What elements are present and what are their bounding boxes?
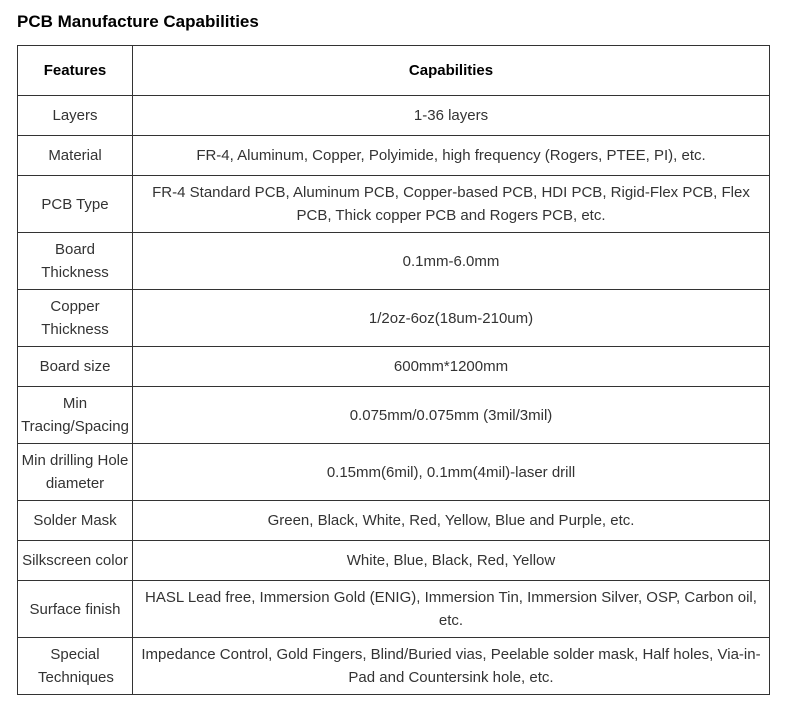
- feature-cell: Surface finish: [18, 581, 133, 638]
- table-row: [18, 176, 770, 233]
- capability-cell: FR-4, Aluminum, Copper, Polyimide, high frequency (Rogers, PTEE, PI), etc.: [133, 136, 770, 176]
- table-row: [18, 501, 770, 541]
- capability-cell: 0.15mm(6mil), 0.1mm(4mil)-laser drill: [133, 444, 770, 501]
- table-row: [18, 233, 770, 290]
- table-row: [18, 347, 770, 387]
- capability-cell: 0.075mm/0.075mm (3mil/3mil): [133, 387, 770, 444]
- table-row: [18, 541, 770, 581]
- feature-cell: PCB Type: [18, 176, 133, 233]
- table-row: [18, 136, 770, 176]
- page-title: PCB Manufacture Capabilities: [17, 12, 259, 31]
- feature-cell: Min drilling Hole diameter: [18, 444, 133, 501]
- feature-cell: Material: [18, 136, 133, 176]
- feature-cell: Special Techniques: [18, 638, 133, 695]
- feature-cell: Solder Mask: [18, 501, 133, 541]
- capability-cell: 600mm*1200mm: [133, 347, 770, 387]
- feature-cell: Copper Thickness: [18, 290, 133, 347]
- table-row: [18, 290, 770, 347]
- header-capabilities: Capabilities: [133, 46, 770, 96]
- header-features: Features: [18, 46, 133, 96]
- capability-cell: 0.1mm-6.0mm: [133, 233, 770, 290]
- capability-cell: HASL Lead free, Immersion Gold (ENIG), Immersion Tin, Immersion Silver, OSP, Carbon oil, etc.: [133, 581, 770, 638]
- capability-cell: 1/2oz-6oz(18um-210um): [133, 290, 770, 347]
- feature-cell: Board size: [18, 347, 133, 387]
- capability-cell: 1-36 layers: [133, 96, 770, 136]
- table-row: [18, 444, 770, 501]
- capability-cell: FR-4 Standard PCB, Aluminum PCB, Copper-based PCB, HDI PCB, Rigid-Flex PCB, Flex PCB, Thick copper PCB and Rogers PCB, etc.: [133, 176, 770, 233]
- table-row: [18, 581, 770, 638]
- capability-cell: Impedance Control, Gold Fingers, Blind/Buried vias, Peelable solder mask, Half holes, Via-in-Pad and Countersink hole, etc.: [133, 638, 770, 695]
- feature-cell: Layers: [18, 96, 133, 136]
- table-row: [18, 387, 770, 444]
- capabilities-table: [17, 45, 770, 695]
- table-row: [18, 96, 770, 136]
- capability-cell: Green, Black, White, Red, Yellow, Blue and Purple, etc.: [133, 501, 770, 541]
- table-header-row: [18, 46, 770, 96]
- table-row: [18, 638, 770, 695]
- feature-cell: Board Thickness: [18, 233, 133, 290]
- capability-cell: White, Blue, Black, Red, Yellow: [133, 541, 770, 581]
- feature-cell: Min Tracing/Spacing: [18, 387, 133, 444]
- feature-cell: Silkscreen color: [18, 541, 133, 581]
